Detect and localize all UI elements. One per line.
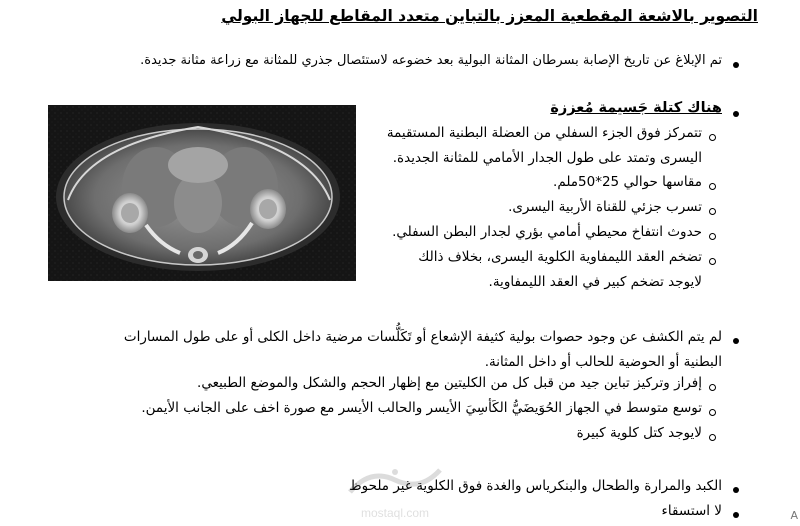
bullet-dot [733, 338, 739, 344]
watermark-site: mostaql.com [360, 506, 430, 520]
sub-bullet-circle [709, 384, 716, 391]
mass-heading: هناك كتلة جَسيمة مُعززة [550, 100, 722, 116]
ct-scan-image [48, 105, 356, 281]
mass-item-5-line-1: تضخم العقد الليمفاوية الكلوية اليسرى، بخلاف ذالك [418, 249, 702, 265]
sub-bullet-circle [709, 134, 716, 141]
bullet-dot [733, 487, 739, 493]
kidney-item-3: لايوجد كتل كلوية كبيرة [576, 425, 702, 441]
sub-bullet-circle [709, 434, 716, 441]
sub-bullet-circle [709, 183, 716, 190]
sub-bullet-circle [709, 409, 716, 416]
stones-text-line-2: البطنية أو الحوضية للحالب أو داخل المثانة. [484, 354, 722, 370]
bullet-dot [733, 111, 739, 117]
ascites-text: لا استسقاء [661, 503, 722, 519]
watermark-logo [330, 462, 460, 522]
bullet-dot [733, 62, 739, 68]
sub-bullet-circle [709, 208, 716, 215]
kidney-item-2: توسع متوسط في الجهاز الحُوَيضَيُّ الكَأسِيَ الأيسر والحالب الأيسر مع صورة اخف على الجانب الأيمن. [141, 400, 702, 416]
organs-text: الكبد والمرارة والطحال والبنكرياس والغدة فوق الكلوية غير ملحوظ [349, 478, 722, 494]
mass-item-1-line-1: تتمركز فوق الجزء السفلي من العضلة البطنية المستقيمة [386, 125, 702, 141]
kidney-item-1: إفراز وتركيز تباين جيد من قبل كل من الكليتين مع إظهار الحجم والشكل والموضع الطبيعي. [197, 375, 702, 391]
history-text: تم الإبلاغ عن تاريخ الإصابة بسرطان المثانة البولية بعد خضوعه لاستئصال جذري للمثانة مع زراعة مثانة جديدة. [140, 53, 722, 68]
stones-text-line-1: لم يتم الكشف عن وجود حصوات بولية كثيفة الإشعاع أو تَكَلُّسات مرضية داخل الكلى أو على طول المسارات [123, 329, 722, 345]
bullet-dot [733, 512, 739, 518]
mass-item-2: مقاسها حوالي 25*50ملم. [553, 174, 702, 190]
document-title: التصوير بالاشعة المقطعية المعزز بالتباين متعدد المقاطع للجهاز البولي [221, 7, 758, 25]
mass-item-3: تسرب جزئي للقناة الأربية اليسرى. [508, 199, 702, 215]
sub-bullet-circle [709, 233, 716, 240]
sub-bullet-circle [709, 258, 716, 265]
mass-item-4: حدوث انتفاخ محيطي أمامي بؤري لجدار البطن السفلي. [392, 224, 702, 240]
mass-item-5-line-2: لايوجد تضخم كبير في العقد الليمفاوية. [488, 274, 702, 290]
corner-mark: A [790, 509, 798, 522]
mass-item-1-line-2: اليسرى وتمتد على طول الجدار الأمامي للمثانة الجديدة. [392, 150, 702, 166]
